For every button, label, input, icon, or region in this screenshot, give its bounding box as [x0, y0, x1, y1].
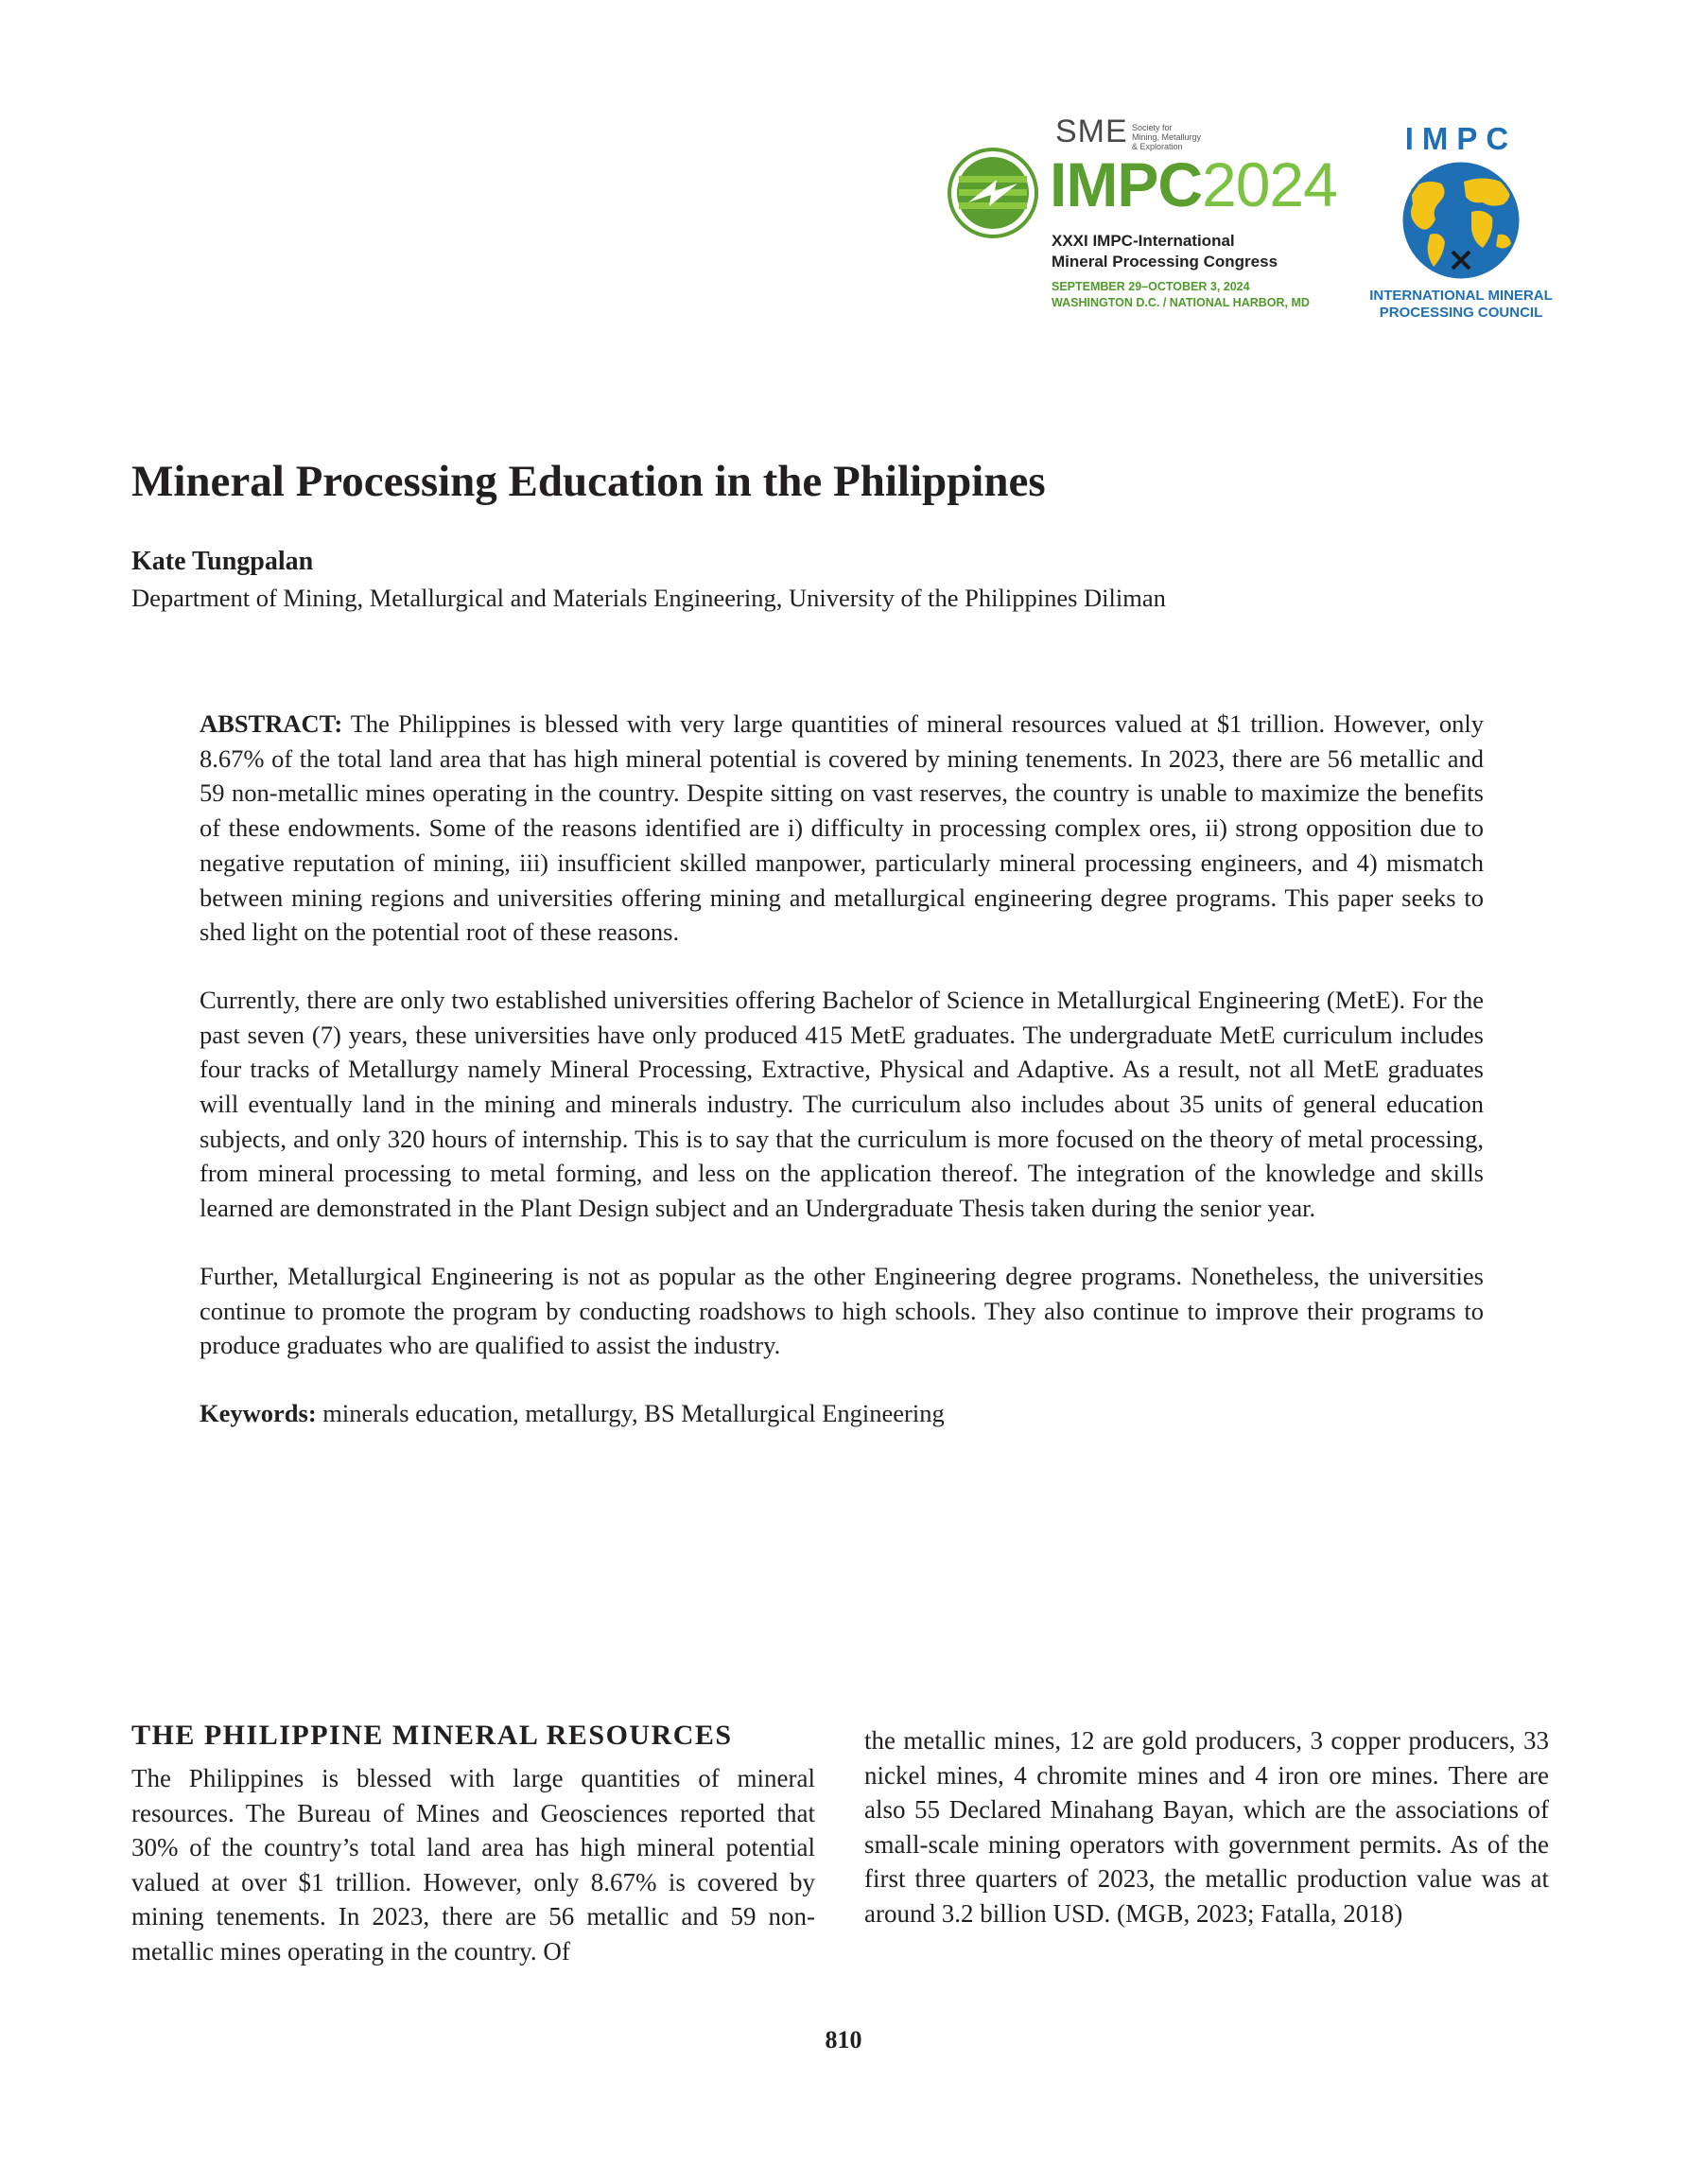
- council-name-line2: PROCESSING COUNCIL: [1379, 305, 1543, 321]
- globe-icon: [1373, 161, 1549, 280]
- abstract-label: ABSTRACT:: [200, 709, 343, 738]
- impc-council-logo: [1362, 121, 1560, 324]
- sme-tagline: Society for Mining, Metallurgy & Exploration: [1132, 123, 1202, 151]
- impc2024-logo: [948, 114, 1335, 322]
- congress-name-line1: XXXI IMPC-International: [1052, 232, 1235, 250]
- abstract-paragraph-2: Currently, there are only two established universities offering Bachelor of Science in Metallurgical Engineering (MetE). For the past seven (7) years, these universities have only produced 415 MetE graduates. The undergraduate MetE curriculum includes four tracks of Metallurgy namely Mineral Processing, Extractive, Physical and Adaptive. As a result, not all MetE graduates will eventually land in the mining and minerals industry. The curriculum also includes about 35 units of general education subjects, and only 320 hours of internship. This is to say that the curriculum is more focused on the theory of metal processing, from mineral processing to metal forming, and less on the application thereof. The integration of the knowledge and skills learned are demonstrated in the Plant Design subject and an Undergraduate Thesis taken during the senior year.: [200, 985, 1484, 1223]
- keywords-label: Keywords:: [200, 1398, 317, 1427]
- body-column-right: the metallic mines, 12 are gold producers, 3 copper producers, 33 nickel mines, 4 chromite mines and 4 iron ore mines. There are also 55 Declared Minahang Bayan, which are the associations of small-scale mining operators with government permits. As of the first three quarters of 2023, the metallic production value was at around 3.2 billion USD. (MGB, 2023; Fatalla, 2018): [864, 1726, 1549, 1928]
- impc-badge-icon: [948, 148, 1038, 238]
- page-number: 810: [825, 2026, 862, 2053]
- congress-name-line2: Mineral Processing Congress: [1052, 253, 1278, 271]
- abstract: [200, 707, 1484, 1464]
- congress-dates: SEPTEMBER 29–OCTOBER 3, 2024: [1052, 280, 1250, 293]
- keywords-list: minerals education, metallurgy, BS Metallurgical Engineering: [316, 1398, 945, 1427]
- abstract-paragraph-1: ABSTRACT: The Philippines is blessed with very large quantities of mineral resources valued at $1 trillion. However, only 8.67% of the total land area that has high mineral potential is covered by mining tenements. In 2023, there are 56 metallic and 59 non-metallic mines operating in the country. Despite sitting on vast reserves, the country is unable to maximize the benefits of these endowments. Some of the reasons identified are i) difficulty in processing complex ores, ii) strong opposition due to negative reputation of mining, iii) insufficient skilled manpower, particularly mineral processing engineers, and 4) mismatch between mining regions and universities offering mining and metallurgical engineering degree programs. This paper seeks to shed light on the potential root of these reasons.: [200, 709, 1484, 947]
- author-affiliation: Department of Mining, Metallurgical and Materials Engineering, University of the Philippines Diliman: [131, 584, 1166, 612]
- abstract-paragraph-3: Further, Metallurgical Engineering is not as popular as the other Engineering degree programs. Nonetheless, the universities continue to promote the program by conducting roadshows to high schools. They also continue to improve their programs to produce graduates who are qualified to assist the industry.: [200, 1261, 1484, 1360]
- sme-wordmark: SME: [1055, 114, 1128, 149]
- congress-location: WASHINGTON D.C. / NATIONAL HARBOR, MD: [1052, 296, 1310, 309]
- paper-title: Mineral Processing Education in the Philippines: [131, 457, 1046, 506]
- body-column-left: The Philippines is blessed with large quantities of mineral resources. The Bureau of Mines and Geosciences reported that 30% of the country’s total land area has high mineral potential valued at over $1 trillion. However, only 8.67% is covered by mining tenements. In 2023, there are 56 metallic and 59 non-metallic mines operating in the country. Of: [131, 1764, 815, 1966]
- author-name: Kate Tungpalan: [131, 547, 314, 576]
- council-logo-title: IMPC: [1404, 121, 1518, 156]
- section-heading: THE PHILIPPINE MINERAL RESOURCES: [131, 1720, 733, 1751]
- impc2024-wordmark: IMPC2024: [1050, 149, 1337, 219]
- council-name-line1: INTERNATIONAL MINERAL: [1369, 288, 1553, 304]
- keywords: [200, 1396, 1484, 1431]
